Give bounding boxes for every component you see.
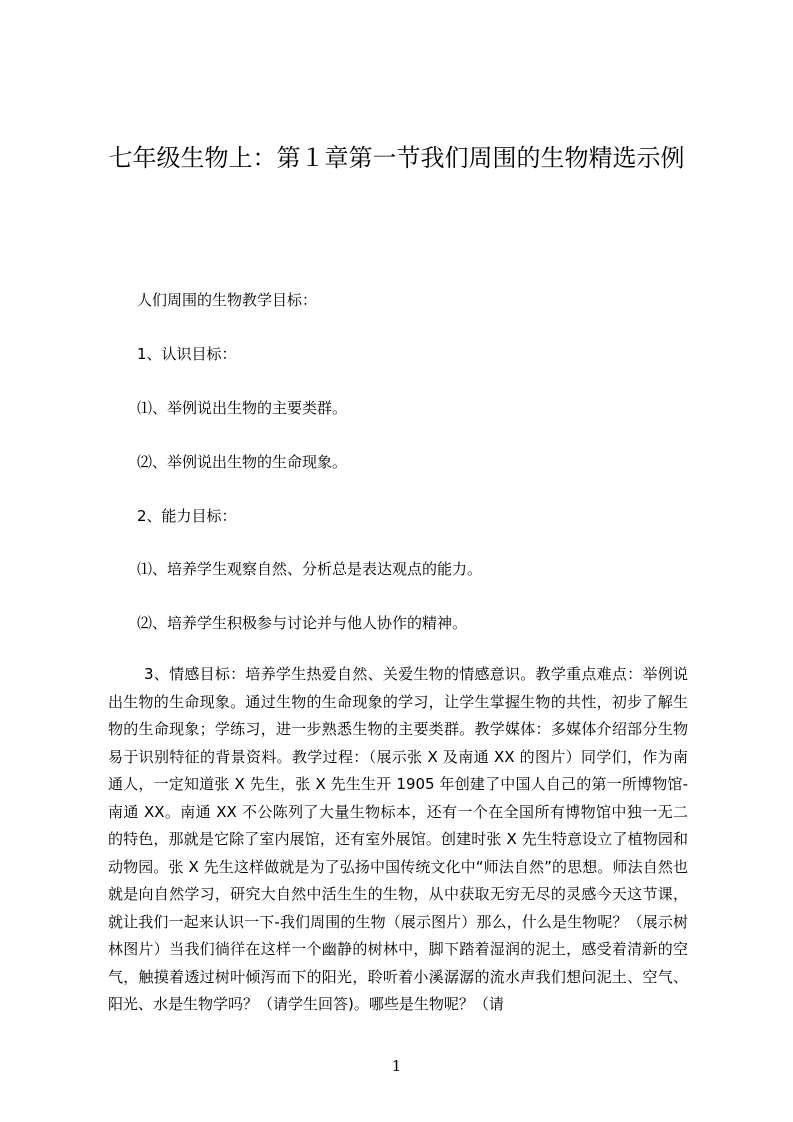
cognitive-goal-item-1: ⑴、举例说出生物的主要类群。 (137, 399, 348, 417)
body-paragraph: 3、情感目标：培养学生热爱自然、关爱生物的情感意识。教学重点难点：举例说出生物的生命现象。通过生物的生命现象的学习，让学生掌握生物的共性，初步了解生物的生命现象；学练习，进一步熟悉生物的主要类群。教学媒体：多媒体介绍部分生物易于识别特征的背景资料。教学过程：（展示张 X 及南通 XX 的图片）同学们，作为南通人，一定知道张 X 先生，张 X 先生生开 1905 年创建了中国人自己的第一所博物馆-南通 XX。南通 XX 不公陈列了大量生物标本，还有一个在全国所有博物馆中独一无二的特色，那就是它除了室内展馆，还有室外展馆。创建时张 X 先生特意设立了植物园和动物园。张 X 先生这样做就是为了弘扬中国传统文化中“师法自然”的思想。师法自然也就是向自然学习，研究大自然中活生生的生物，从中获取无穷无尽的灵感今天这节课，就让我们一起来认识一下-我们周围的生物（展示图片）那么，什么是生物呢？（展示树林图片）当我们徜徉在这样一个幽静的树林中，脚下踏着湿润的泥土，感受着清新的空气，触摸着透过树叶倾泻而下的阳光，聆听着小溪潺潺的流水声我们想问泥土、空气、阳光、水是生物学吗？（请学生回答)。哪些是生物呢？（请 (108, 665, 688, 1013)
objectives-heading: 人们周围的生物教学目标： (137, 291, 318, 309)
cognitive-goal-item-2: ⑵、举例说出生物的生命现象。 (137, 453, 348, 471)
document-title: 七年级生物上：第１章第一节我们周围的生物精选示例 (108, 144, 685, 172)
ability-goal-item-2: ⑵、培养学生积极参与讨论并与他人协作的精神。 (137, 614, 468, 632)
page-number: 1 (391, 1057, 402, 1075)
ability-goal-item-1: ⑴、培养学生观察自然、分析总是表达观点的能力。 (137, 560, 483, 578)
ability-goal-heading: 2、能力目标： (137, 507, 237, 525)
cognitive-goal-heading: 1、认识目标： (137, 345, 237, 363)
